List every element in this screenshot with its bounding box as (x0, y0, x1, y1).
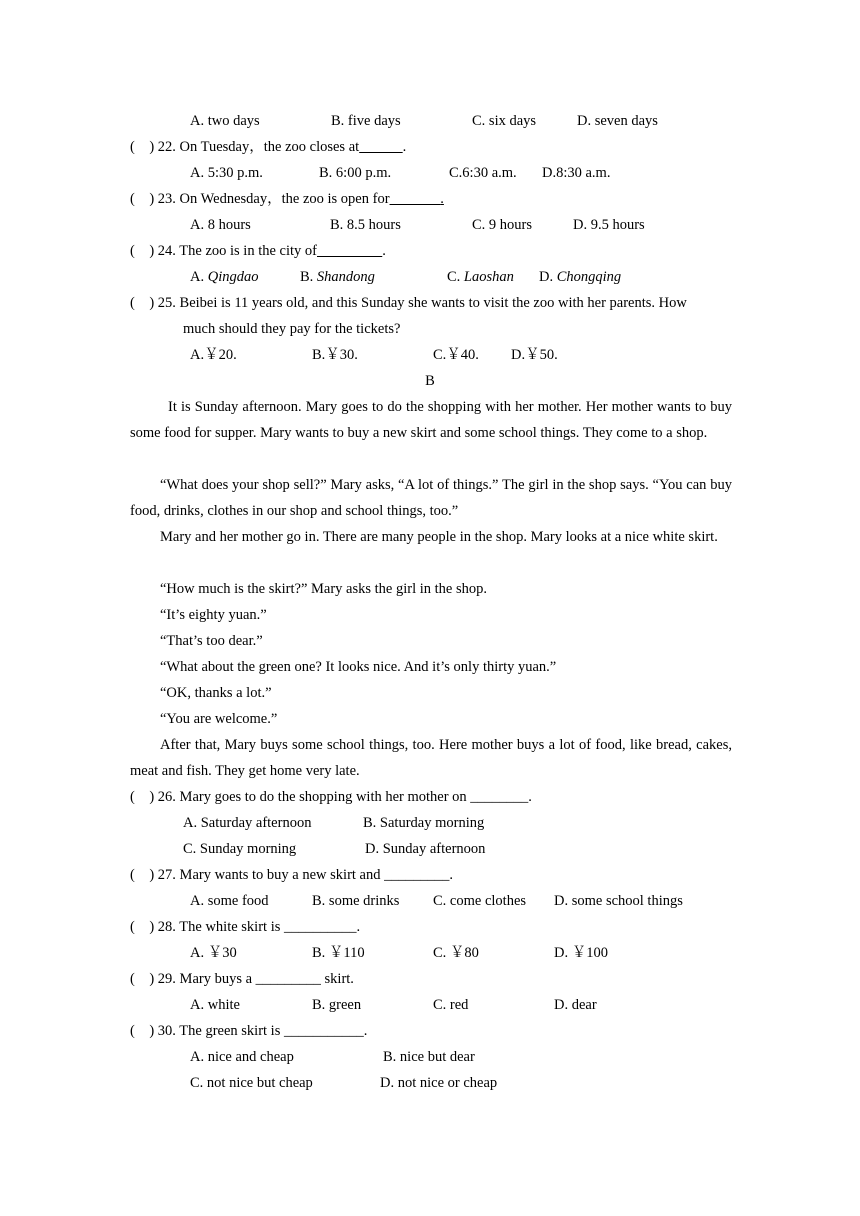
answer-paren: ( ) (130, 243, 155, 259)
passage-paragraph-5: “It’s eighty yuan.” (160, 607, 267, 623)
passage-paragraph-7: “What about the green one? It looks nice. And it’s only thirty yuan.” (160, 659, 557, 675)
q26-option-d: D. Sunday afternoon (365, 841, 486, 857)
q23-option-a: A. 8 hours (190, 217, 251, 233)
answer-paren: ( ) (130, 867, 155, 883)
q30-option-d: D. not nice or cheap (380, 1075, 498, 1091)
q24-option-d: D. Chongqing (539, 269, 622, 285)
q25-option-a: A.￥20. (190, 347, 237, 363)
q26-option-c: C. Sunday morning (183, 841, 297, 857)
q29-option-c: C. red (433, 997, 469, 1013)
q25-stem-line2: much should they pay for the tickets? (183, 321, 401, 337)
q25-option-d: D.￥50. (511, 347, 558, 363)
q25-stem-line1: 25. Beibei is 11 years old, and this Sunday she wants to visit the zoo with her parents. How (157, 295, 687, 311)
q26-stem: 26. Mary goes to do the shopping with her mother on ________. (157, 789, 532, 805)
q27-option-d: D. some school things (554, 893, 683, 909)
q25-option-b: B.￥30. (312, 347, 358, 363)
q24-question (130, 242, 386, 260)
q28-option-d: D. ￥100 (554, 945, 608, 961)
q30-option-a: A. nice and cheap (190, 1049, 294, 1065)
q30-option-b: B. nice but dear (383, 1049, 475, 1065)
passage-paragraph-8: “OK, thanks a lot.” (160, 685, 272, 701)
answer-paren: ( ) (130, 789, 155, 805)
answer-paren: ( ) (130, 919, 155, 935)
q21-option-d: D. seven days (577, 113, 658, 129)
q21-option-a: A. two days (190, 113, 260, 129)
passage-paragraph-10: After that, Mary buys some school things, too. Here mother buys a lot of food, like bread, cakes, meat and fish. They get home very late. (130, 737, 732, 779)
q22-blank (359, 139, 403, 155)
q25-option-c: C.￥40. (433, 347, 479, 363)
q24-stem: 24. The zoo is in the city of (157, 243, 317, 259)
q22-option-c: C.6:30 a.m. (449, 165, 517, 181)
passage-paragraph-1: It is Sunday afternoon. Mary goes to do the shopping with her mother. Her mother wants to buy some food for supper. Mary wants to buy a new skirt and some school things. They come to a shop. (130, 399, 732, 441)
q27-question (130, 866, 453, 884)
answer-paren: ( ) (130, 139, 155, 155)
q29-option-b: B. green (312, 997, 362, 1013)
answer-paren: ( ) (130, 295, 155, 311)
passage-paragraph-9: “You are welcome.” (160, 711, 278, 727)
q23-option-c: C. 9 hours (472, 217, 533, 233)
passage-paragraph-2: “What does your shop sell?” Mary asks, “A lot of things.” The girl in the shop says. “You can buy food, drinks, clothes in our shop and school things, too.” (130, 477, 732, 519)
q23-option-b: B. 8.5 hours (330, 217, 401, 233)
q29-stem: 29. Mary buys a _________ skirt. (157, 971, 354, 987)
passage-paragraph-6: “That’s too dear.” (160, 633, 263, 649)
q28-stem: 28. The white skirt is __________. (157, 919, 361, 935)
q23-stem: 23. On Wednesday，the zoo is open for (157, 191, 390, 207)
q27-stem: 27. Mary wants to buy a new skirt and _________. (157, 867, 453, 883)
q27-option-a: A. some food (190, 893, 269, 909)
q24-option-a: A. Qingdao (190, 269, 259, 285)
q25-question (130, 294, 732, 312)
q27-option-b: B. some drinks (312, 893, 400, 909)
q26-question (130, 788, 532, 806)
q30-question (130, 1022, 367, 1040)
q21-option-b: B. five days (331, 113, 401, 129)
passage-paragraph-3: Mary and her mother go in. There are many people in the shop. Mary looks at a nice white skirt. (160, 529, 718, 545)
q22-end: . (402, 139, 407, 155)
q27-option-c: C. come clothes (433, 893, 527, 909)
q28-option-a: A. ￥30 (190, 945, 237, 961)
answer-paren: ( ) (130, 971, 155, 987)
q26-option-a: A. Saturday afternoon (183, 815, 312, 831)
q22-stem: 22. On Tuesday，the zoo closes at (157, 139, 360, 155)
q23-question (130, 190, 444, 208)
q29-question (130, 970, 354, 988)
q23-option-d: D. 9.5 hours (573, 217, 645, 233)
q24-option-c: C. Laoshan (447, 269, 514, 285)
q22-option-d: D.8:30 a.m. (542, 165, 611, 181)
q23-blank: . (440, 191, 444, 207)
q21-option-c: C. six days (472, 113, 537, 129)
answer-paren: ( ) (130, 1023, 155, 1039)
q28-option-c: C. ￥80 (433, 945, 479, 961)
q29-option-a: A. white (190, 997, 240, 1013)
q22-option-a: A. 5:30 p.m. (190, 165, 263, 181)
q30-option-c: C. not nice but cheap (190, 1075, 313, 1091)
q24-option-b: B. Shandong (300, 269, 375, 285)
q29-option-d: D. dear (554, 997, 597, 1013)
answer-paren: ( ) (130, 191, 155, 207)
q24-blank (317, 243, 382, 259)
q22-option-b: B. 6:00 p.m. (319, 165, 392, 181)
q30-stem: 30. The green skirt is ___________. (157, 1023, 368, 1039)
section-b-heading: B (425, 373, 435, 389)
q24-end: . (382, 243, 386, 259)
q22-question (130, 138, 406, 156)
q28-option-b: B. ￥110 (312, 945, 365, 961)
q26-option-b: B. Saturday morning (363, 815, 485, 831)
passage-paragraph-4: “How much is the skirt?” Mary asks the girl in the shop. (160, 581, 487, 597)
q28-question (130, 918, 360, 936)
